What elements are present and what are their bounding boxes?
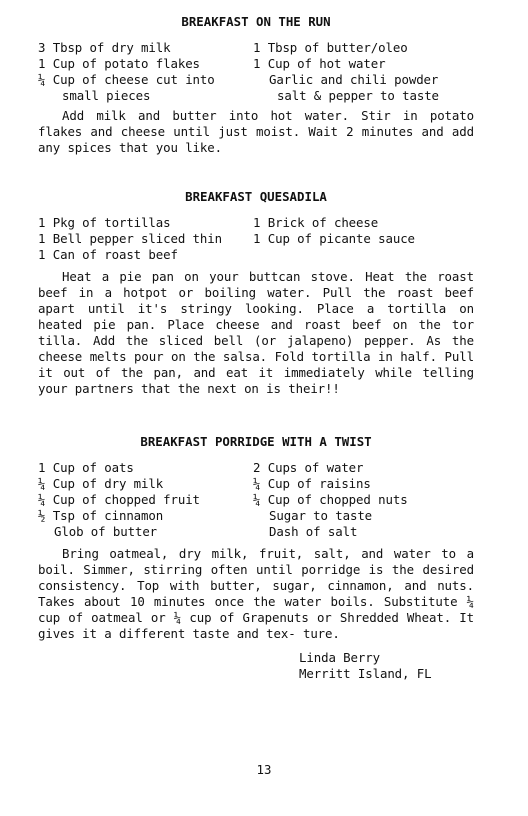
ingredient: ¼ Cup of chopped fruit <box>38 492 200 507</box>
ingredient: small pieces <box>62 88 151 103</box>
recipe-directions: Bring oatmeal, dry milk, fruit, salt, and water to a boil. Simmer, stirring often until porridge is the desired consistency. Top with butter, sugar, cinnamon, and nuts. Takes about 10 minutes once the water boils. Substitute ¼ cup of oatmeal or ¼ cup of Grapenuts or Shredded Wheat. It gives it a different taste and tex- ture. <box>38 546 474 641</box>
recipe-breakfast-quesadila <box>38 189 474 397</box>
ingredient: 1 Cup of potato flakes <box>38 56 200 71</box>
ingredient: 1 Cup of oats <box>38 460 134 475</box>
ingredient: 1 Cup of hot water <box>253 56 386 71</box>
ingredient: ¼ Cup of chopped nuts <box>253 492 408 507</box>
ingredient: 1 Pkg of tortillas <box>38 215 171 230</box>
recipe-breakfast-on-the-run <box>38 14 474 156</box>
ingredients-left-column <box>38 40 253 104</box>
credit-place: Merritt Island, FL <box>299 666 432 681</box>
credit-name: Linda Berry <box>299 650 380 665</box>
cookbook-page <box>38 14 474 682</box>
recipe-directions: Heat a pie pan on your buttcan stove. Heat the roast beef in a hotpot or boiling water. Pull the roast beef apart until it's stringy looking. Place a tortilla on heated pie pan. Place cheese and roast beef on the tor tilla. Add the sliced bell (or jalapeno) pepper. As the cheese melts pour on the salsa. Fold tortilla in half. Pull it out of the pan, and eat it immediately while telling your partners that the next on is their!! <box>38 269 474 396</box>
ingredients-left-column <box>38 215 253 263</box>
ingredient: Sugar to taste <box>269 508 373 523</box>
ingredient: 1 Brick of cheese <box>253 215 379 230</box>
ingredient: 1 Can of roast beef <box>38 247 178 262</box>
ingredient: 1 Bell pepper sliced thin <box>38 231 222 246</box>
ingredient-list <box>38 460 474 540</box>
ingredient-list <box>38 40 474 104</box>
ingredients-right-column <box>253 215 474 263</box>
ingredient: 1 Tbsp of butter/oleo <box>253 40 408 55</box>
ingredients-right-column <box>253 460 474 540</box>
recipe-title: BREAKFAST QUESADILA <box>185 189 327 204</box>
recipe-directions: Add milk and butter into hot water. Stir in potato flakes and cheese until just moist. Wait 2 minutes and add any spices that you like. <box>38 108 474 155</box>
ingredient: Dash of salt <box>269 524 358 539</box>
recipe-credit <box>299 650 474 682</box>
page-number: 13 <box>256 762 272 777</box>
ingredient: Glob of butter <box>54 524 158 539</box>
ingredient: ¼ Cup of raisins <box>253 476 371 491</box>
recipe-title: BREAKFAST PORRIDGE WITH A TWIST <box>140 434 372 449</box>
recipe-breakfast-porridge <box>38 434 474 642</box>
ingredient: ½ Tsp of cinnamon <box>38 508 164 523</box>
ingredient: 3 Tbsp of dry milk <box>38 40 171 55</box>
ingredient: ¼ Cup of dry milk <box>38 476 164 491</box>
ingredient: 1 Cup of picante sauce <box>253 231 415 246</box>
recipe-title: BREAKFAST ON THE RUN <box>181 14 331 29</box>
ingredient: ¼ Cup of cheese cut into <box>38 72 215 87</box>
ingredients-right-column <box>253 40 474 104</box>
ingredient-list <box>38 215 474 263</box>
ingredient: salt & pepper to taste <box>277 88 439 103</box>
ingredients-left-column <box>38 460 253 540</box>
ingredient: Garlic and chili powder <box>269 72 439 87</box>
ingredient: 2 Cups of water <box>253 460 364 475</box>
